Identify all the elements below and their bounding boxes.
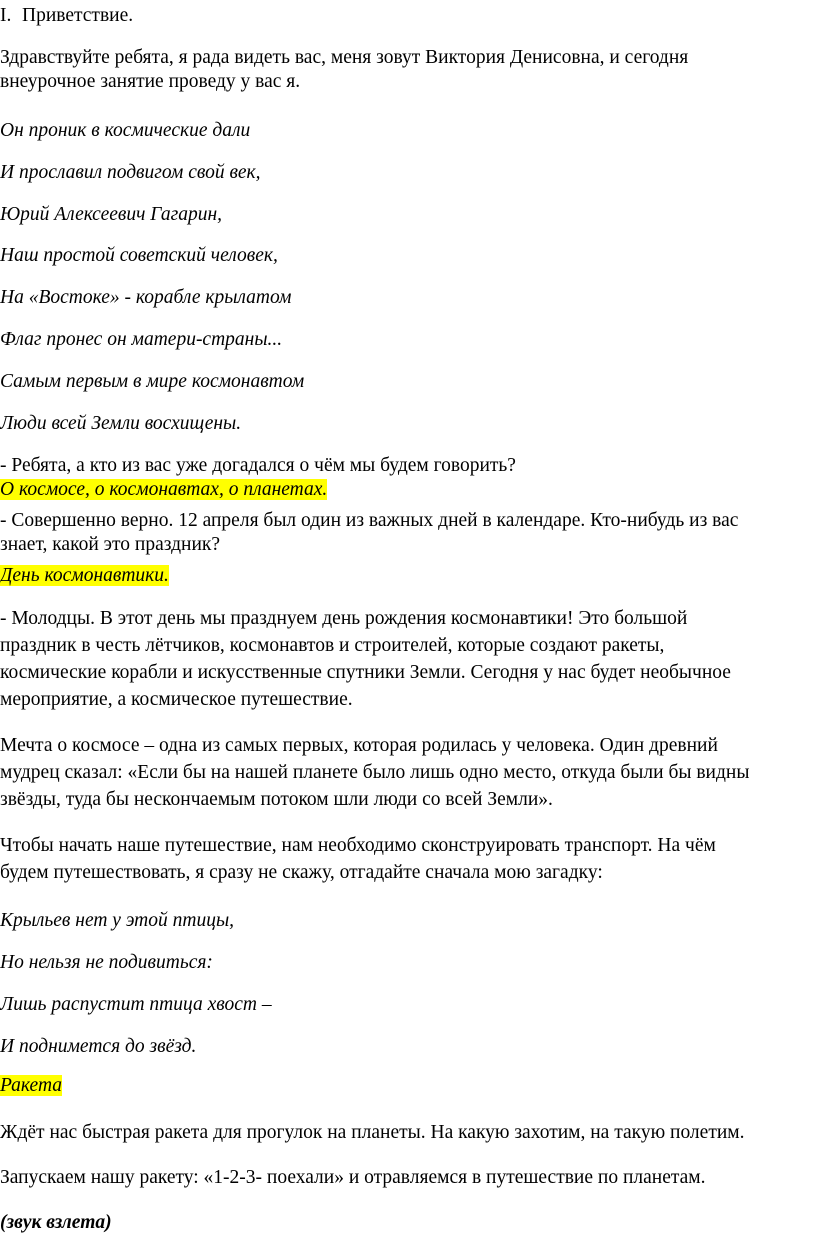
poem-line-6: Флаг пронес он матери-страны... <box>0 329 283 350</box>
paragraph-2-line-1: Мечта о космосе – одна из самых первых, которая родилась у человека. Один древний <box>0 735 718 756</box>
sound-cue: (звук взлета) <box>0 1212 112 1233</box>
paragraph-2-line-3: звёзды, туда бы нескончаемым потоком шли люди со всей Земли». <box>0 789 553 810</box>
riddle-line-2: Но нельзя не подивиться: <box>0 952 213 973</box>
paragraph-1-line-4: мероприятие, а космическое путешествие. <box>0 689 353 710</box>
question-2-line-1: - Совершенно верно. 12 апреля был один из важных дней в календаре. Кто-нибудь из вас <box>0 510 739 531</box>
section-heading <box>0 4 133 28</box>
answer-1-highlighted: О космосе, о космонавтах, о планетах. <box>0 479 328 500</box>
answer-1-row <box>0 478 327 502</box>
poem-line-5: На «Востоке» - корабле крылатом <box>0 287 292 308</box>
poem-line-1: Он проник в космические дали <box>0 120 251 141</box>
paragraph-1-line-3: космические корабли и искусственные спутники Земли. Сегодня у нас будет необычное <box>0 662 731 683</box>
riddle-answer-highlighted: Ракета <box>0 1075 63 1096</box>
riddle-line-3: Лишь распустит птица хвост – <box>0 994 272 1015</box>
intro-line-1: Здравствуйте ребята, я рада видеть вас, меня зовут Виктория Денисовна, и сегодня <box>0 47 689 68</box>
question-2-line-2: знает, какой это праздник? <box>0 534 221 555</box>
paragraph-2-line-2: мудрец сказал: «Если бы на нашей планете было лишь одно место, откуда были бы видны <box>0 762 750 783</box>
riddle-line-4: И поднимется до звёзд. <box>0 1036 197 1057</box>
paragraph-3-line-2: будем путешествовать, я сразу не скажу, отгадайте сначала мою загадку: <box>0 862 603 883</box>
paragraph-3-line-1: Чтобы начать наше путешествие, нам необходимо сконструировать транспорт. На чём <box>0 835 716 856</box>
riddle-line-1: Крыльев нет у этой птицы, <box>0 910 235 931</box>
closing-paragraph-1: Ждёт нас быстрая ракета для прогулок на планеты. На какую захотим, на такую полетим. <box>0 1122 745 1143</box>
closing-paragraph-2: Запускаем нашу ракету: «1-2-3- поехали» и отравляемся в путешествие по планетам. <box>0 1167 706 1188</box>
section-title: Приветствие. <box>22 5 134 26</box>
poem-line-7: Самым первым в мире космонавтом <box>0 371 305 392</box>
answer-2-highlighted: День космонавтики. <box>0 565 169 586</box>
question-1: - Ребята, а кто из вас уже догадался о чём мы будем говорить? <box>0 455 516 476</box>
riddle-answer-row <box>0 1074 62 1098</box>
poem-line-4: Наш простой советский человек, <box>0 245 278 266</box>
poem-line-3: Юрий Алексеевич Гагарин, <box>0 204 223 225</box>
poem-line-8: Люди всей Земли восхищены. <box>0 413 242 434</box>
intro-line-2: внеурочное занятие проведу у вас я. <box>0 71 301 92</box>
paragraph-1-line-2: праздник в честь лётчиков, космонавтов и строителей, которые создают ракеты, <box>0 635 665 656</box>
paragraph-1-line-1: - Молодцы. В этот день мы празднуем день рождения космонавтики! Это большой <box>0 608 688 629</box>
answer-2-row <box>0 564 169 588</box>
section-number: I. <box>0 5 12 26</box>
poem-line-2: И прославил подвигом свой век, <box>0 162 261 183</box>
